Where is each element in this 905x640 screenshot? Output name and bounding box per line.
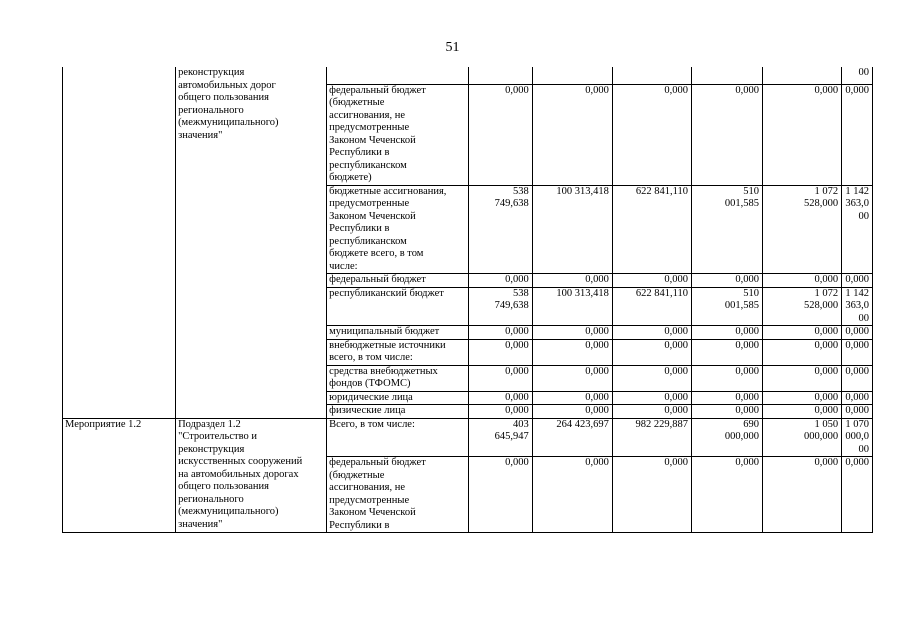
amount-cell-text: 0,000 (585, 391, 609, 403)
funding-source-cell-text: бюджетные ассигнования, предусмотренные Законом Чеченской Республики в республиканском бюджете всего, в том числе: (329, 185, 447, 272)
funding-source-cell-text: федеральный бюджет (329, 274, 426, 285)
amount-cell-text: 0,000 (845, 339, 869, 351)
amount-cell-text: 690 000,000 (724, 418, 759, 442)
amount-cell-text: 0,000 (845, 405, 869, 416)
amount-cell-text: 264 423,697 (556, 418, 609, 430)
program-name-cell (176, 418, 327, 533)
amount-cell (842, 326, 873, 340)
amount-cell (762, 287, 841, 326)
amount-cell-text: 0,000 (735, 405, 759, 416)
amount-cell-text: 0,000 (814, 391, 839, 403)
amount-cell (692, 391, 763, 405)
amount-cell-text: 0,000 (505, 457, 529, 468)
amount-cell (532, 457, 612, 533)
amount-cell-text: 0,000 (585, 274, 609, 285)
amount-cell (532, 326, 612, 340)
amount-cell-text: 510 001,585 (724, 287, 759, 311)
amount-cell-text: 0,000 (505, 405, 529, 416)
funding-source-cell (327, 287, 469, 326)
funding-source-cell-text: республиканский бюджет (329, 287, 444, 299)
funding-source-cell-text: муниципальный бюджет (329, 326, 440, 337)
funding-source-cell-text: внебюджетные источники всего, в том числе: (329, 339, 446, 363)
amount-cell-text: 0,000 (664, 457, 689, 468)
amount-cell (692, 365, 763, 391)
amount-cell (842, 339, 873, 365)
amount-cell (762, 391, 841, 405)
funding-source-cell (327, 339, 469, 365)
funding-source-cell-text: Всего, в том числе: (329, 418, 415, 430)
funding-source-cell (327, 405, 469, 419)
funding-source-cell (327, 185, 469, 274)
amount-cell (469, 418, 533, 457)
amount-cell (842, 391, 873, 405)
amount-cell (532, 84, 612, 185)
amount-cell-text: 0,000 (814, 365, 839, 377)
amount-cell-text: 1 072 528,000 (803, 287, 839, 311)
amount-cell (612, 339, 691, 365)
amount-cell (762, 365, 841, 391)
amount-cell-text: 0,000 (735, 339, 759, 351)
funding-source-cell-text: юридические лица (329, 391, 413, 403)
amount-cell (469, 84, 533, 185)
amount-cell (532, 418, 612, 457)
amount-cell (612, 391, 691, 405)
amount-cell-text: 0,000 (845, 326, 869, 337)
amount-cell (762, 185, 841, 274)
amount-cell-text: 0,000 (814, 405, 839, 416)
amount-cell (612, 326, 691, 340)
amount-cell (532, 67, 612, 84)
amount-cell (469, 287, 533, 326)
amount-cell-text: 1 142 363,0 00 (845, 185, 869, 222)
budget-table (62, 67, 873, 533)
amount-cell-text: 0,000 (845, 391, 869, 403)
amount-cell (692, 185, 763, 274)
amount-cell-text: 510 001,585 (724, 185, 759, 209)
amount-cell (612, 457, 691, 533)
amount-cell (692, 418, 763, 457)
program-name-cell-text: Подраздел 1.2 "Строительство и реконструкция искусственных сооружений на автомобильных дорогах общего пользования регионального (межмуниципального) значения" (178, 418, 303, 530)
amount-cell-text: 0,000 (505, 365, 529, 377)
amount-cell (469, 67, 533, 84)
amount-cell-text: 0,000 (664, 84, 689, 96)
funding-source-cell-text: средства внебюджетных фондов (ТФОМС) (329, 365, 438, 389)
amount-cell (762, 405, 841, 419)
amount-cell (842, 418, 873, 457)
program-name-cell-text: реконструкция автомобильных дорог общего пользования регионального (межмуниципального) значения" (178, 67, 279, 141)
amount-cell (469, 339, 533, 365)
amount-cell-text: 0,000 (845, 457, 869, 468)
amount-cell-text: 0,000 (845, 84, 869, 96)
amount-cell (532, 339, 612, 365)
amount-cell (469, 326, 533, 340)
amount-cell (762, 457, 841, 533)
amount-cell-text: 0,000 (735, 391, 759, 403)
amount-cell-text: 0,000 (814, 84, 839, 96)
measure-cell (63, 67, 176, 418)
amount-cell (762, 84, 841, 185)
funding-source-cell (327, 67, 469, 84)
amount-cell-text: 1 072 528,000 (803, 185, 839, 209)
funding-source-cell (327, 418, 469, 457)
amount-cell (842, 274, 873, 288)
amount-cell-text: 0,000 (505, 326, 529, 337)
amount-cell (612, 84, 691, 185)
amount-cell-text: 0,000 (664, 405, 689, 416)
amount-cell (532, 274, 612, 288)
funding-source-cell (327, 391, 469, 405)
amount-cell-text: 100 313,418 (556, 287, 609, 299)
amount-cell-text: 100 313,418 (556, 185, 609, 197)
amount-cell-text: 0,000 (664, 339, 689, 351)
amount-cell (762, 418, 841, 457)
amount-cell-text: 0,000 (664, 274, 689, 285)
amount-cell-text: 0,000 (585, 339, 609, 351)
amount-cell-text: 00 (858, 67, 869, 78)
amount-cell-text: 622 841,110 (635, 185, 689, 197)
amount-cell (842, 84, 873, 185)
amount-cell-text: 0,000 (735, 457, 759, 468)
amount-cell-text: 0,000 (735, 274, 759, 285)
amount-cell (692, 67, 763, 84)
amount-cell (842, 287, 873, 326)
amount-cell (842, 67, 873, 84)
amount-cell-text: 0,000 (505, 274, 529, 285)
funding-source-cell (327, 274, 469, 288)
amount-cell (469, 457, 533, 533)
program-name-cell (176, 67, 327, 418)
amount-cell-text: 0,000 (735, 84, 759, 96)
amount-cell (692, 287, 763, 326)
amount-cell-text: 403 645,947 (494, 418, 529, 442)
amount-cell-text: 0,000 (585, 405, 609, 416)
funding-source-cell-text: физические лица (329, 405, 406, 416)
amount-cell (469, 365, 533, 391)
amount-cell (532, 405, 612, 419)
amount-cell (692, 457, 763, 533)
amount-cell (469, 405, 533, 419)
amount-cell (469, 274, 533, 288)
amount-cell (612, 405, 691, 419)
funding-source-cell-text: федеральный бюджет (бюджетные ассигнования, не предусмотренные Законом Чеченской Республики в республиканском бюджете) (329, 84, 426, 183)
funding-source-cell (327, 326, 469, 340)
measure-cell (63, 418, 176, 533)
amount-cell-text: 0,000 (585, 365, 609, 377)
funding-source-cell-text: федеральный бюджет (бюджетные ассигнования, не предусмотренные Законом Чеченской Республики в (329, 457, 426, 531)
amount-cell-text: 0,000 (845, 274, 869, 285)
amount-cell-text: 0,000 (664, 391, 689, 403)
amount-cell (692, 326, 763, 340)
amount-cell (469, 185, 533, 274)
amount-cell (532, 287, 612, 326)
amount-cell-text: 0,000 (735, 326, 759, 337)
page-number: 51 (445, 40, 460, 55)
amount-cell-text: 0,000 (505, 339, 529, 351)
amount-cell (842, 365, 873, 391)
funding-source-cell (327, 84, 469, 185)
funding-source-cell (327, 365, 469, 391)
amount-cell (612, 365, 691, 391)
amount-cell-text: 538 749,638 (494, 185, 529, 209)
amount-cell (532, 365, 612, 391)
amount-cell-text: 0,000 (585, 457, 609, 468)
amount-cell-text: 1 142 363,0 00 (845, 287, 869, 324)
amount-cell (612, 287, 691, 326)
amount-cell-text: 0,000 (845, 365, 869, 377)
measure-cell-text: Мероприятие 1.2 (65, 418, 142, 430)
amount-cell (469, 391, 533, 405)
amount-cell (842, 185, 873, 274)
amount-cell (692, 405, 763, 419)
amount-cell (842, 457, 873, 533)
amount-cell-text: 0,000 (505, 391, 529, 403)
amount-cell (532, 185, 612, 274)
amount-cell-text: 0,000 (814, 457, 839, 468)
amount-cell-text: 1 070 000,0 00 (845, 418, 869, 455)
amount-cell (762, 339, 841, 365)
amount-cell (532, 391, 612, 405)
amount-cell (762, 326, 841, 340)
amount-cell-text: 0,000 (814, 339, 839, 351)
amount-cell-text: 622 841,110 (635, 287, 689, 299)
amount-cell (692, 84, 763, 185)
amount-cell (762, 67, 841, 84)
amount-cell (692, 339, 763, 365)
funding-source-cell (327, 457, 469, 533)
amount-cell-text: 0,000 (814, 326, 839, 337)
amount-cell-text: 0,000 (814, 274, 839, 285)
amount-cell-text: 1 050 000,000 (803, 418, 839, 442)
amount-cell (612, 67, 691, 84)
amount-cell (692, 274, 763, 288)
amount-cell (842, 405, 873, 419)
amount-cell-text: 0,000 (664, 326, 689, 337)
amount-cell (612, 274, 691, 288)
amount-cell (612, 185, 691, 274)
amount-cell-text: 982 229,887 (635, 418, 689, 430)
amount-cell-text: 0,000 (585, 84, 609, 96)
amount-cell (762, 274, 841, 288)
amount-cell (612, 418, 691, 457)
table-row (63, 67, 873, 84)
amount-cell-text: 0,000 (585, 326, 609, 337)
table-row (63, 418, 873, 457)
amount-cell-text: 0,000 (735, 365, 759, 377)
amount-cell-text: 0,000 (505, 84, 529, 96)
amount-cell-text: 0,000 (664, 365, 689, 377)
amount-cell-text: 538 749,638 (494, 287, 529, 311)
